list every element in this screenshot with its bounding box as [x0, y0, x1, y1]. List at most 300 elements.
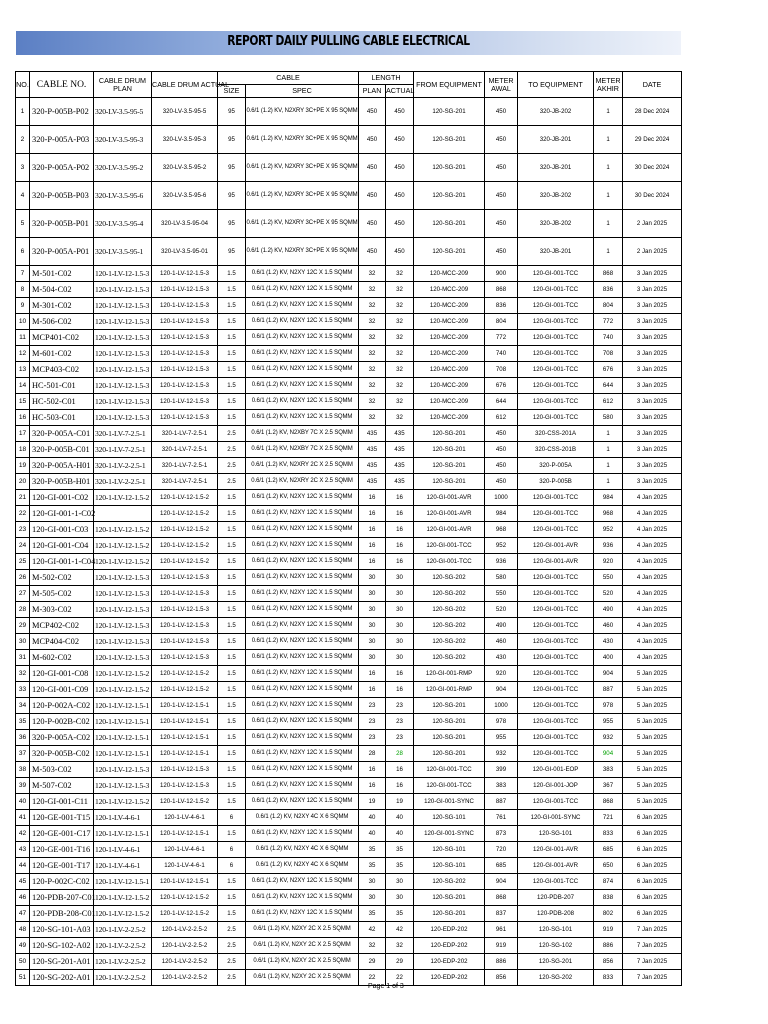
- cell-to-equipment: 120-GI-001-AVR: [518, 554, 594, 570]
- cell-size: 6: [218, 858, 246, 874]
- cell-meter-awal: 836: [485, 298, 518, 314]
- cell-length-actual: 32: [386, 266, 414, 282]
- cell-drum-actual: 120-1-LV-12-1.5-2: [152, 906, 218, 922]
- cell-size: 6: [218, 842, 246, 858]
- cell-drum-actual: 320-1-LV-7-2.5-1: [152, 458, 218, 474]
- cell-length-plan: 40: [359, 810, 386, 826]
- cell-spec: 0.6/1 (1.2) KV, N2XRY 3C+PE X 95 SQMM: [246, 98, 359, 126]
- cell-date: 5 Jan 2025: [623, 682, 682, 698]
- cell-from-equipment: 120-MCC-209: [414, 346, 485, 362]
- cell-spec: 0.6/1 (1.2) KV, N2XY 12C X 1.5 SQMM: [246, 778, 359, 794]
- cell-meter-awal: 450: [485, 126, 518, 154]
- cell-length-plan: 450: [359, 98, 386, 126]
- cell-meter-akhir: 887: [594, 682, 623, 698]
- cell-drum-plan: 120-1-LV-4-6-1: [94, 842, 152, 858]
- cell-spec: 0.6/1 (1.2) KV, N2XY 12C X 1.5 SQMM: [246, 314, 359, 330]
- cell-date: 5 Jan 2025: [623, 698, 682, 714]
- cell-length-actual: 32: [386, 362, 414, 378]
- cell-meter-akhir: 1: [594, 126, 623, 154]
- cell-spec: 0.6/1 (1.2) KV, N2XY 12C X 1.5 SQMM: [246, 362, 359, 378]
- cell-meter-akhir: 383: [594, 762, 623, 778]
- cell-length-actual: 30: [386, 618, 414, 634]
- cell-date: 4 Jan 2025: [623, 522, 682, 538]
- cell-length-plan: 30: [359, 890, 386, 906]
- cell-drum-actual: 320-1-LV-7-2.5-1: [152, 426, 218, 442]
- cell-size: 1.5: [218, 778, 246, 794]
- cell-cable-no: 120-GI-001-C09: [30, 682, 94, 698]
- cell-meter-akhir: 936: [594, 538, 623, 554]
- cell-spec: 0.6/1 (1.2) KV, N2XY 12C X 1.5 SQMM: [246, 282, 359, 298]
- cell-size: 1.5: [218, 714, 246, 730]
- cell-meter-akhir: 838: [594, 890, 623, 906]
- cell-length-actual: 450: [386, 154, 414, 182]
- cell-from-equipment: 120-SG-202: [414, 618, 485, 634]
- cell-length-plan: 19: [359, 794, 386, 810]
- cell-size: 1.5: [218, 362, 246, 378]
- cell-cable-no: M-601-C02: [30, 346, 94, 362]
- cell-length-plan: 32: [359, 330, 386, 346]
- table-row: [16, 210, 682, 238]
- cell-from-equipment: 120-SG-202: [414, 570, 485, 586]
- cell-size: 6: [218, 810, 246, 826]
- table-body: [16, 98, 682, 986]
- cell-size: 2.5: [218, 970, 246, 986]
- cell-meter-awal: 644: [485, 394, 518, 410]
- cell-meter-akhir: 955: [594, 714, 623, 730]
- cell-spec: 0.6/1 (1.2) KV, N2XY 12C X 1.5 SQMM: [246, 522, 359, 538]
- cell-drum-plan: 120-1-LV-12-1.5-1: [94, 826, 152, 842]
- cell-spec: 0.6/1 (1.2) KV, N2XY 12C X 1.5 SQMM: [246, 266, 359, 282]
- cell-drum-plan: 120-1-LV-12-1.5-3: [94, 778, 152, 794]
- cell-length-plan: 30: [359, 874, 386, 890]
- cell-drum-actual: 120-1-LV-12-1.5-3: [152, 778, 218, 794]
- cell-cable-no: HC-503-C01: [30, 410, 94, 426]
- cell-length-plan: 23: [359, 698, 386, 714]
- cell-spec: 0.6/1 (1.2) KV, N2XY 2C X 2.5 SQMM: [246, 970, 359, 986]
- cell-drum-plan: 320-LV-3.5-95-3: [94, 126, 152, 154]
- cell-drum-plan: 120-1-LV-12-1.5-3: [94, 618, 152, 634]
- cell-length-plan: 29: [359, 954, 386, 970]
- cell-spec: 0.6/1 (1.2) KV, N2XRY 3C+PE X 95 SQMM: [246, 210, 359, 238]
- cell-date: 4 Jan 2025: [623, 602, 682, 618]
- cell-no: 34: [16, 698, 30, 714]
- cell-cable-no: M-602-C02: [30, 650, 94, 666]
- cell-length-actual: 32: [386, 298, 414, 314]
- cell-from-equipment: 120-SG-201: [414, 730, 485, 746]
- cell-drum-actual: 320-LV-3.5-95-01: [152, 238, 218, 266]
- cell-date: 6 Jan 2025: [623, 842, 682, 858]
- cell-meter-awal: 984: [485, 506, 518, 522]
- cell-from-equipment: 120-MCC-209: [414, 298, 485, 314]
- cell-length-plan: 435: [359, 426, 386, 442]
- cell-size: 1.5: [218, 570, 246, 586]
- cell-meter-akhir: 400: [594, 650, 623, 666]
- cell-meter-akhir: 833: [594, 970, 623, 986]
- cell-drum-actual: 120-1-LV-12-1.5-2: [152, 490, 218, 506]
- cell-drum-actual: 120-1-LV-12-1.5-2: [152, 794, 218, 810]
- cell-to-equipment: 120-GI-001-TCC: [518, 522, 594, 538]
- cell-meter-awal: 399: [485, 762, 518, 778]
- cell-date: 3 Jan 2025: [623, 330, 682, 346]
- cell-drum-plan: 120-1-LV-12-1.5-3: [94, 650, 152, 666]
- cell-spec: 0.6/1 (1.2) KV, N2XY 12C X 1.5 SQMM: [246, 890, 359, 906]
- cell-meter-akhir: 1: [594, 210, 623, 238]
- cell-to-equipment: 120-GI-001-TCC: [518, 298, 594, 314]
- cell-meter-awal: 450: [485, 474, 518, 490]
- cell-from-equipment: 120-MCC-209: [414, 378, 485, 394]
- cell-spec: 0.6/1 (1.2) KV, N2XRY 3C+PE X 95 SQMM: [246, 126, 359, 154]
- cell-no: 6: [16, 238, 30, 266]
- cell-meter-awal: 1000: [485, 698, 518, 714]
- cell-length-plan: 450: [359, 238, 386, 266]
- cell-length-actual: 450: [386, 98, 414, 126]
- cell-spec: 0.6/1 (1.2) KV, N2XY 12C X 1.5 SQMM: [246, 762, 359, 778]
- cell-size: 1.5: [218, 730, 246, 746]
- cell-meter-akhir: 932: [594, 730, 623, 746]
- cell-from-equipment: 120-SG-201: [414, 426, 485, 442]
- cell-meter-akhir: 1: [594, 426, 623, 442]
- cell-to-equipment: 120-GI-001-TCC: [518, 730, 594, 746]
- cell-length-plan: 30: [359, 570, 386, 586]
- cell-to-equipment: 120-GI-001-TCC: [518, 410, 594, 426]
- cell-size: 2.5: [218, 474, 246, 490]
- cell-length-plan: 16: [359, 522, 386, 538]
- cell-cable-no: MCP404-C02: [30, 634, 94, 650]
- cell-spec: 0.6/1 (1.2) KV, N2XY 12C X 1.5 SQMM: [246, 378, 359, 394]
- header-date: DATE: [623, 72, 682, 98]
- cell-meter-akhir: 1: [594, 238, 623, 266]
- cell-to-equipment: 120-GI-001-TCC: [518, 618, 594, 634]
- cell-drum-plan: 120-1-LV-4-6-1: [94, 810, 152, 826]
- cell-length-plan: 450: [359, 182, 386, 210]
- header-from-equipment: FROM EQUIPMENT: [414, 72, 485, 98]
- cell-cable-no: 320-P-005B-H01: [30, 474, 94, 490]
- cell-size: 95: [218, 238, 246, 266]
- cell-meter-akhir: 550: [594, 570, 623, 586]
- cell-to-equipment: 120-GI-001-TCC: [518, 346, 594, 362]
- cell-no: 41: [16, 810, 30, 826]
- cell-length-plan: 30: [359, 586, 386, 602]
- cell-no: 36: [16, 730, 30, 746]
- cell-no: 49: [16, 938, 30, 954]
- cell-no: 26: [16, 570, 30, 586]
- cell-date: 28 Dec 2024: [623, 98, 682, 126]
- cell-size: 1.5: [218, 634, 246, 650]
- cell-meter-awal: 978: [485, 714, 518, 730]
- cell-cable-no: 120-GE-001-T16: [30, 842, 94, 858]
- cell-from-equipment: 120-SG-201: [414, 890, 485, 906]
- cell-spec: 0.6/1 (1.2) KV, N2XY 12C X 1.5 SQMM: [246, 874, 359, 890]
- table-row: [16, 330, 682, 346]
- cell-to-equipment: 120-GI-001-TCC: [518, 698, 594, 714]
- cell-from-equipment: 120-EDP-202: [414, 954, 485, 970]
- cell-drum-plan: 120-1-LV-2-2.5-2: [94, 954, 152, 970]
- cell-no: 31: [16, 650, 30, 666]
- table-row: [16, 506, 682, 522]
- cell-no: 51: [16, 970, 30, 986]
- cell-drum-actual: 120-1-LV-12-1.5-3: [152, 394, 218, 410]
- cell-length-plan: 32: [359, 378, 386, 394]
- table-row: [16, 298, 682, 314]
- cell-length-actual: 16: [386, 682, 414, 698]
- cell-to-equipment: 120-GI-001-TCC: [518, 602, 594, 618]
- cell-date: 5 Jan 2025: [623, 794, 682, 810]
- cell-from-equipment: 120-GI-001-AVR: [414, 490, 485, 506]
- cell-meter-awal: 720: [485, 842, 518, 858]
- cell-date: 7 Jan 2025: [623, 970, 682, 986]
- header-meter-awal: METER AWAL: [485, 72, 518, 98]
- cell-from-equipment: 120-SG-202: [414, 586, 485, 602]
- cell-cable-no: 120-GI-001-1-C04: [30, 554, 94, 570]
- header-length: LENGTH: [359, 72, 414, 85]
- cell-drum-plan: 120-1-LV-12-1.5-3: [94, 394, 152, 410]
- cell-drum-plan: 120-1-LV-12-1.5-3: [94, 362, 152, 378]
- cell-no: 17: [16, 426, 30, 442]
- cell-to-equipment: 320-JB-201: [518, 238, 594, 266]
- cell-meter-akhir: 904: [594, 746, 623, 762]
- cell-spec: 0.6/1 (1.2) KV, N2XY 12C X 1.5 SQMM: [246, 714, 359, 730]
- cell-length-plan: 28: [359, 746, 386, 762]
- cell-length-actual: 23: [386, 698, 414, 714]
- cell-meter-akhir: 920: [594, 554, 623, 570]
- cell-cable-no: M-303-C02: [30, 602, 94, 618]
- cell-cable-no: MCP403-C02: [30, 362, 94, 378]
- cell-no: 27: [16, 586, 30, 602]
- cell-length-plan: 30: [359, 634, 386, 650]
- cell-cable-no: M-504-C02: [30, 282, 94, 298]
- cell-to-equipment: 320-P-005A: [518, 458, 594, 474]
- cell-no: 16: [16, 410, 30, 426]
- cell-to-equipment: 120-GI-001-TCC: [518, 634, 594, 650]
- cell-to-equipment: 120-GI-001-TCC: [518, 490, 594, 506]
- cell-drum-plan: 120-1-LV-12-1.5-3: [94, 634, 152, 650]
- cell-spec: 0.6/1 (1.2) KV, N2XY 12C X 1.5 SQMM: [246, 490, 359, 506]
- cell-date: 4 Jan 2025: [623, 490, 682, 506]
- cell-length-actual: 30: [386, 890, 414, 906]
- cell-length-actual: 16: [386, 666, 414, 682]
- cell-length-plan: 30: [359, 602, 386, 618]
- cell-from-equipment: 120-GI-001-AVR: [414, 506, 485, 522]
- cell-drum-plan: [94, 506, 152, 522]
- cell-to-equipment: 320-CSS-201A: [518, 426, 594, 442]
- cell-length-plan: 450: [359, 210, 386, 238]
- cell-from-equipment: 120-SG-202: [414, 650, 485, 666]
- cell-no: 47: [16, 906, 30, 922]
- cell-date: 7 Jan 2025: [623, 922, 682, 938]
- cell-meter-awal: 430: [485, 650, 518, 666]
- cell-to-equipment: 120-GI-001-TCC: [518, 650, 594, 666]
- cell-from-equipment: 120-SG-201: [414, 746, 485, 762]
- cell-date: 3 Jan 2025: [623, 394, 682, 410]
- cell-from-equipment: 120-SG-201: [414, 458, 485, 474]
- cell-length-plan: 22: [359, 970, 386, 986]
- cell-length-plan: 32: [359, 298, 386, 314]
- cell-date: 3 Jan 2025: [623, 314, 682, 330]
- cell-cable-no: 120-P-002C-C02: [30, 874, 94, 890]
- cell-meter-awal: 708: [485, 362, 518, 378]
- cell-drum-plan: 120-1-LV-12-1.5-2: [94, 490, 152, 506]
- cell-length-actual: 32: [386, 394, 414, 410]
- cell-cable-no: HC-501-C01: [30, 378, 94, 394]
- cell-no: 30: [16, 634, 30, 650]
- cell-cable-no: 120-GI-001-C11: [30, 794, 94, 810]
- table-row: [16, 826, 682, 842]
- cell-length-plan: 32: [359, 314, 386, 330]
- cell-no: 42: [16, 826, 30, 842]
- cell-no: 4: [16, 182, 30, 210]
- cell-meter-awal: 904: [485, 874, 518, 890]
- cell-meter-awal: 837: [485, 906, 518, 922]
- cell-length-actual: 16: [386, 490, 414, 506]
- cell-meter-awal: 676: [485, 378, 518, 394]
- cell-length-plan: 35: [359, 842, 386, 858]
- cell-length-actual: 32: [386, 938, 414, 954]
- cell-size: 1.5: [218, 314, 246, 330]
- cell-drum-actual: 120-1-LV-12-1.5-2: [152, 538, 218, 554]
- table-row: [16, 890, 682, 906]
- cell-meter-awal: 856: [485, 970, 518, 986]
- cell-drum-actual: 120-1-LV-12-1.5-3: [152, 634, 218, 650]
- cell-meter-awal: 904: [485, 682, 518, 698]
- cell-no: 5: [16, 210, 30, 238]
- cell-date: 3 Jan 2025: [623, 298, 682, 314]
- cell-no: 45: [16, 874, 30, 890]
- cell-size: 1.5: [218, 394, 246, 410]
- cell-meter-awal: 450: [485, 154, 518, 182]
- cell-drum-plan: 120-1-LV-12-1.5-3: [94, 330, 152, 346]
- cell-meter-akhir: 856: [594, 954, 623, 970]
- cell-size: 1.5: [218, 346, 246, 362]
- table-row: [16, 426, 682, 442]
- cell-length-actual: 435: [386, 442, 414, 458]
- cell-drum-actual: 120-1-LV-12-1.5-3: [152, 314, 218, 330]
- cell-from-equipment: 120-GI-001-AVR: [414, 522, 485, 538]
- cell-date: 3 Jan 2025: [623, 378, 682, 394]
- cell-spec: 0.6/1 (1.2) KV, N2XY 12C X 1.5 SQMM: [246, 538, 359, 554]
- table-row: [16, 442, 682, 458]
- cell-length-plan: 16: [359, 554, 386, 570]
- cell-meter-akhir: 580: [594, 410, 623, 426]
- cell-length-actual: 16: [386, 506, 414, 522]
- cell-meter-awal: 450: [485, 458, 518, 474]
- cell-meter-awal: 868: [485, 890, 518, 906]
- cell-length-plan: 16: [359, 682, 386, 698]
- cell-from-equipment: 120-EDP-202: [414, 922, 485, 938]
- cell-from-equipment: 120-MCC-209: [414, 410, 485, 426]
- cell-meter-akhir: 919: [594, 922, 623, 938]
- cell-length-actual: 22: [386, 970, 414, 986]
- header-plan: PLAN: [359, 85, 386, 98]
- cell-to-equipment: 320-JB-202: [518, 98, 594, 126]
- cell-date: 4 Jan 2025: [623, 538, 682, 554]
- cell-length-plan: 16: [359, 538, 386, 554]
- table-row: [16, 938, 682, 954]
- cell-spec: 0.6/1 (1.2) KV, N2XRY 3C+PE X 95 SQMM: [246, 182, 359, 210]
- cell-drum-actual: 120-1-LV-12-1.5-3: [152, 346, 218, 362]
- cell-spec: 0.6/1 (1.2) KV, N2XY 12C X 1.5 SQMM: [246, 618, 359, 634]
- cell-drum-actual: 120-1-LV-2-2.5-2: [152, 954, 218, 970]
- cell-meter-akhir: 1: [594, 458, 623, 474]
- cell-drum-actual: 120-1-LV-12-1.5-1: [152, 698, 218, 714]
- cell-spec: 0.6/1 (1.2) KV, N2XY 12C X 1.5 SQMM: [246, 682, 359, 698]
- cell-drum-actual: 120-1-LV-12-1.5-3: [152, 282, 218, 298]
- cell-no: 46: [16, 890, 30, 906]
- cell-from-equipment: 120-SG-101: [414, 810, 485, 826]
- cell-meter-akhir: 430: [594, 634, 623, 650]
- cell-meter-akhir: 1: [594, 154, 623, 182]
- table-row: [16, 522, 682, 538]
- cell-length-actual: 32: [386, 282, 414, 298]
- cell-length-actual: 42: [386, 922, 414, 938]
- cell-meter-awal: 1000: [485, 490, 518, 506]
- cell-no: 29: [16, 618, 30, 634]
- cell-size: 95: [218, 154, 246, 182]
- cell-meter-akhir: 978: [594, 698, 623, 714]
- cell-length-actual: 435: [386, 426, 414, 442]
- cell-size: 1.5: [218, 826, 246, 842]
- cell-length-plan: 35: [359, 906, 386, 922]
- table-row: [16, 954, 682, 970]
- cell-date: 3 Jan 2025: [623, 410, 682, 426]
- cell-date: 5 Jan 2025: [623, 762, 682, 778]
- cell-length-actual: 30: [386, 586, 414, 602]
- cell-meter-akhir: 1: [594, 474, 623, 490]
- cell-size: 1.5: [218, 522, 246, 538]
- header-actual: ACTUAL: [386, 85, 414, 98]
- cell-meter-awal: 920: [485, 666, 518, 682]
- cell-from-equipment: 120-SG-202: [414, 874, 485, 890]
- cell-drum-actual: 120-1-LV-12-1.5-1: [152, 730, 218, 746]
- cell-drum-actual: 320-LV-3.5-95-04: [152, 210, 218, 238]
- cell-cable-no: 120-GI-001-C03: [30, 522, 94, 538]
- cell-drum-actual: 120-1-LV-12-1.5-3: [152, 570, 218, 586]
- cell-spec: 0.6/1 (1.2) KV, N2XY 12C X 1.5 SQMM: [246, 586, 359, 602]
- cell-length-plan: 30: [359, 650, 386, 666]
- cell-to-equipment: 120-GI-001-TCC: [518, 378, 594, 394]
- cell-spec: 0.6/1 (1.2) KV, N2XY 12C X 1.5 SQMM: [246, 634, 359, 650]
- cell-length-actual: 435: [386, 474, 414, 490]
- cell-drum-actual: 120-1-LV-2-2.5-2: [152, 970, 218, 986]
- cell-from-equipment: 120-MCC-209: [414, 282, 485, 298]
- cell-length-plan: 16: [359, 490, 386, 506]
- cell-drum-plan: 120-1-LV-12-1.5-1: [94, 730, 152, 746]
- cell-meter-akhir: 520: [594, 586, 623, 602]
- cell-drum-plan: 120-1-LV-12-1.5-3: [94, 282, 152, 298]
- cell-length-plan: 32: [359, 938, 386, 954]
- cell-length-actual: 32: [386, 346, 414, 362]
- cell-no: 2: [16, 126, 30, 154]
- cell-meter-awal: 450: [485, 210, 518, 238]
- table-row: [16, 238, 682, 266]
- table-row: [16, 794, 682, 810]
- cell-to-equipment: 120-GI-001-TCC: [518, 362, 594, 378]
- cell-drum-actual: 320-LV-3.5-95-6: [152, 182, 218, 210]
- cell-from-equipment: 120-GI-001-TCC: [414, 554, 485, 570]
- cell-from-equipment: 120-SG-201: [414, 698, 485, 714]
- table-row: [16, 266, 682, 282]
- cell-cable-no: 120-GE-001-T17: [30, 858, 94, 874]
- cell-cable-no: M-301-C02: [30, 298, 94, 314]
- cell-drum-actual: 320-LV-3.5-95-5: [152, 98, 218, 126]
- cell-drum-plan: 120-1-LV-12-1.5-3: [94, 762, 152, 778]
- cell-no: 14: [16, 378, 30, 394]
- cell-date: 30 Dec 2024: [623, 154, 682, 182]
- cell-spec: 0.6/1 (1.2) KV, N2XRY 2C X 2.5 SQMM: [246, 474, 359, 490]
- cell-to-equipment: 120-SG-101: [518, 826, 594, 842]
- cell-no: 44: [16, 858, 30, 874]
- cell-to-equipment: 120-SG-202: [518, 970, 594, 986]
- cell-date: 5 Jan 2025: [623, 746, 682, 762]
